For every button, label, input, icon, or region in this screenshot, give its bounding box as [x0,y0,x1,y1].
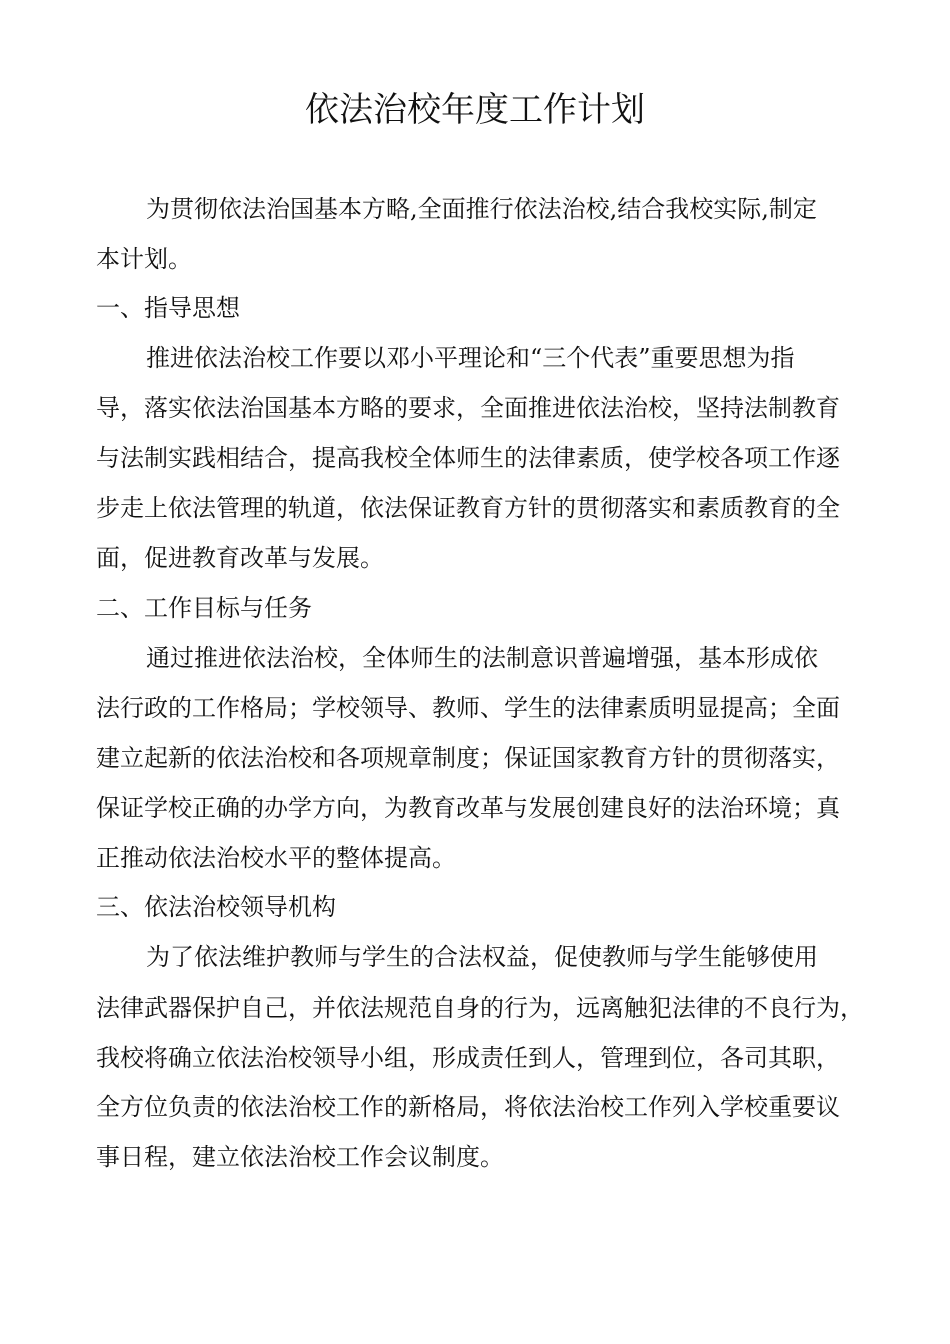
section-heading-2: 二、工作目标与任务 [96,594,312,622]
section-3-line-2: 法律武器保护自己，并依法规范自身的行为，远离触犯法律的不良行为， [96,994,864,1022]
section-1-line-2: 导，落实依法治国基本方略的要求，全面推进依法治校，坚持法制教育 [96,394,840,422]
section-2-line-2: 法行政的工作格局；学校领导、教师、学生的法律素质明显提高；全面 [96,694,840,722]
section-2-line-1: 通过推进依法治校，全体师生的法制意识普遍增强，基本形成依 [146,644,818,672]
section-3-line-1: 为了依法维护教师与学生的合法权益，促使教师与学生能够使用 [146,943,818,971]
section-heading-1: 一、指导思想 [96,294,240,322]
intro-line-2: 本计划。 [96,245,192,273]
section-3-line-3: 我校将确立依法治校领导小组，形成责任到人，管理到位，各司其职， [96,1044,840,1072]
section-1-line-1: 推进依法治校工作要以邓小平理论和“三个代表”重要思想为指 [146,344,795,372]
section-heading-3: 三、依法治校领导机构 [96,893,336,921]
section-2-line-3: 建立起新的依法治校和各项规章制度；保证国家教育方针的贯彻落实， [96,744,840,772]
section-2-line-4: 保证学校正确的办学方向，为教育改革与发展创建良好的法治环境；真 [96,794,840,822]
section-1-line-4: 步走上依法管理的轨道，依法保证教育方针的贯彻落实和素质教育的全 [96,494,840,522]
section-3-line-4: 全方位负责的依法治校工作的新格局，将依法治校工作列入学校重要议 [96,1093,840,1121]
section-2-line-5: 正推动依法治校水平的整体提高。 [96,844,456,872]
section-1-line-3: 与法制实践相结合，提高我校全体师生的法律素质，使学校各项工作逐 [96,444,840,472]
section-1-line-5: 面，促进教育改革与发展。 [96,544,384,572]
document-title: 依法治校年度工作计划 [305,90,645,130]
section-3-line-5: 事日程，建立依法治校工作会议制度。 [96,1143,504,1171]
intro-line-1: 为贯彻依法治国基本方略,全面推行依法治校,结合我校实际,制定 [146,195,817,223]
